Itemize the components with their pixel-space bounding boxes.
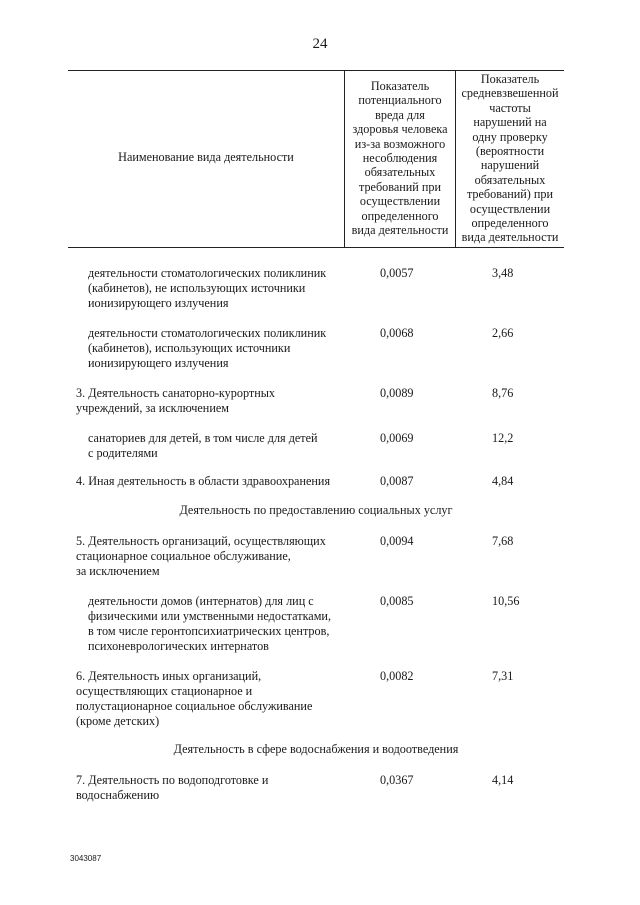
header-col1-line: определенного xyxy=(361,208,439,223)
activity-line: психоневрологических интернатов xyxy=(88,639,269,653)
activity-name xyxy=(76,386,275,416)
activity-line: деятельности стоматологических поликлиник xyxy=(88,326,327,340)
frequency-value: 12,2 xyxy=(492,431,514,445)
activity-line: (кабинетов), не использующих источники xyxy=(88,281,306,295)
activity-line: (кроме детских) xyxy=(76,714,160,728)
header-col2-line: осуществлении xyxy=(469,201,551,216)
activity-name xyxy=(88,326,326,371)
activity-name xyxy=(76,534,326,579)
activity-line: деятельности стоматологических поликлиник xyxy=(88,266,327,280)
header-col2-line: вида деятельности xyxy=(461,230,559,245)
activity-line: деятельности домов (интернатов) для лиц с xyxy=(88,594,314,608)
header-harm-indicator xyxy=(346,79,454,237)
activity-line: с родителями xyxy=(88,446,158,460)
frequency-value: 4,84 xyxy=(492,474,514,488)
activity-line: 4. Иная деятельность в области здравоохранения xyxy=(76,474,331,488)
activity-line: 5. Деятельность организаций, осуществляющих xyxy=(76,534,326,548)
header-col1-line: из-за возможного xyxy=(354,136,446,151)
frequency-value: 4,14 xyxy=(492,773,514,787)
harm-value: 0,0367 xyxy=(380,773,414,787)
header-violation-frequency xyxy=(457,72,563,245)
header-col1-line: вреда для xyxy=(375,107,425,122)
header-col2-line: определенного xyxy=(471,216,549,231)
header-col2-line: обязательных xyxy=(474,172,546,187)
harm-value: 0,0085 xyxy=(380,594,414,608)
header-col1-line: Показатель xyxy=(370,79,430,93)
header-col1-line: здоровья человека xyxy=(352,122,448,137)
activity-name xyxy=(76,474,330,489)
header-col2-line: средневзвешенной xyxy=(461,86,559,101)
frequency-value: 10,56 xyxy=(492,594,520,608)
frequency-value: 8,76 xyxy=(492,386,514,400)
harm-value: 0,0087 xyxy=(380,474,414,488)
header-col1-line: вида деятельности xyxy=(351,223,449,238)
section-heading: Деятельность в сфере водоснабжения и водоотведения xyxy=(173,742,459,756)
header-col1-line: обязательных xyxy=(364,165,436,180)
harm-value: 0,0057 xyxy=(380,266,414,280)
header-col2-line: нарушений xyxy=(480,158,540,173)
activity-line: ионизирующего излучения xyxy=(88,356,229,370)
activity-line: в том числе геронтопсихиатрических центров, xyxy=(88,624,330,638)
frequency-value: 7,31 xyxy=(492,669,514,683)
harm-value: 0,0094 xyxy=(380,534,414,548)
frequency-value: 3,48 xyxy=(492,266,514,280)
document-code: 3043087 xyxy=(70,854,102,863)
activity-line: водоснабжению xyxy=(76,788,160,802)
header-col2-line: Показатель xyxy=(480,72,540,86)
header-divider-1 xyxy=(344,70,345,247)
activity-name xyxy=(88,266,326,311)
frequency-value: 7,68 xyxy=(492,534,514,548)
header-col2-line: частоты xyxy=(489,100,531,115)
header-col2-line: (вероятности xyxy=(475,144,545,159)
activity-line: физическими или умственными недостатками, xyxy=(88,609,331,623)
activity-name xyxy=(88,594,331,654)
header-col1-line: осуществлении xyxy=(359,194,441,209)
activity-line: (кабинетов), использующих источники xyxy=(88,341,291,355)
activity-line: учреждений, за исключением xyxy=(76,401,229,415)
harm-value: 0,0089 xyxy=(380,386,414,400)
activity-line: ионизирующего излучения xyxy=(88,296,229,310)
header-divider-2 xyxy=(455,70,456,247)
page-number: 24 xyxy=(312,36,328,52)
header-col2-line: одну проверку xyxy=(472,129,548,144)
activity-name xyxy=(88,431,318,461)
activity-line: санаториев для детей, в том числе для детей xyxy=(88,431,318,445)
activity-line: 6. Деятельность иных организаций, xyxy=(76,669,262,683)
activity-name xyxy=(76,669,312,729)
activity-name xyxy=(76,773,268,803)
activity-line: за исключением xyxy=(76,564,160,578)
activity-line: 3. Деятельность санаторно-курортных xyxy=(76,386,276,400)
header-col1-line: несоблюдения xyxy=(362,151,438,166)
activity-line: 7. Деятельность по водоподготовке и xyxy=(76,773,269,787)
header-name: Наименование вида деятельности xyxy=(118,150,294,164)
table-top-rule xyxy=(68,70,564,71)
header-col1-line: потенциального xyxy=(358,93,442,108)
header-col2-line: требований) при xyxy=(466,187,554,202)
harm-value: 0,0068 xyxy=(380,326,414,340)
harm-value: 0,0082 xyxy=(380,669,414,683)
activity-line: стационарное социальное обслуживание, xyxy=(76,549,291,563)
activity-line: полустационарное социальное обслуживание xyxy=(76,699,313,713)
table-header-bottom-rule xyxy=(68,247,564,248)
activity-line: осуществляющих стационарное и xyxy=(76,684,253,698)
harm-value: 0,0069 xyxy=(380,431,414,445)
header-col2-line: нарушений на xyxy=(473,115,547,130)
section-heading: Деятельность по предоставлению социальных услуг xyxy=(179,503,453,517)
header-col1-line: требований при xyxy=(358,179,442,194)
frequency-value: 2,66 xyxy=(492,326,514,340)
